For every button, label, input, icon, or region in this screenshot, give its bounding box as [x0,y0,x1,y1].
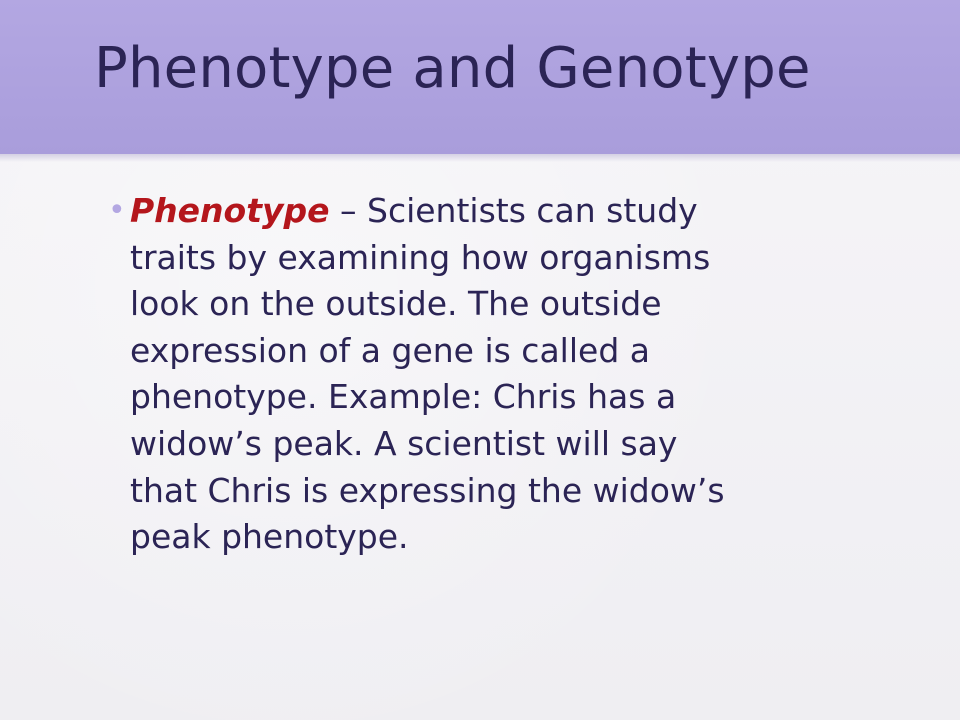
bullet-line-6: widow’s peak. A scientist will say [130,423,678,463]
bullet-line-5: phenotype. Example: Chris has a [130,377,677,417]
bullet-line-3: look on the outside. The outside [130,284,662,324]
bullet-line-2: traits by examining how organisms [130,237,711,277]
term-phenotype: Phenotype [130,191,330,230]
bullet-point-icon: • [108,193,126,228]
bullet-line-7: that Chris is expressing the widow’s [130,470,725,510]
bullet-line-1 [130,188,868,235]
bullet-line-4: expression of a gene is called a [130,330,650,370]
slide-title: Phenotype and Genotype [94,36,811,101]
bullet-item [108,188,868,561]
title-band [0,0,960,154]
slide-content [108,188,868,561]
bullet-text-1: – Scientists can study [329,191,698,230]
bullet-line-8: peak phenotype. [130,517,409,557]
